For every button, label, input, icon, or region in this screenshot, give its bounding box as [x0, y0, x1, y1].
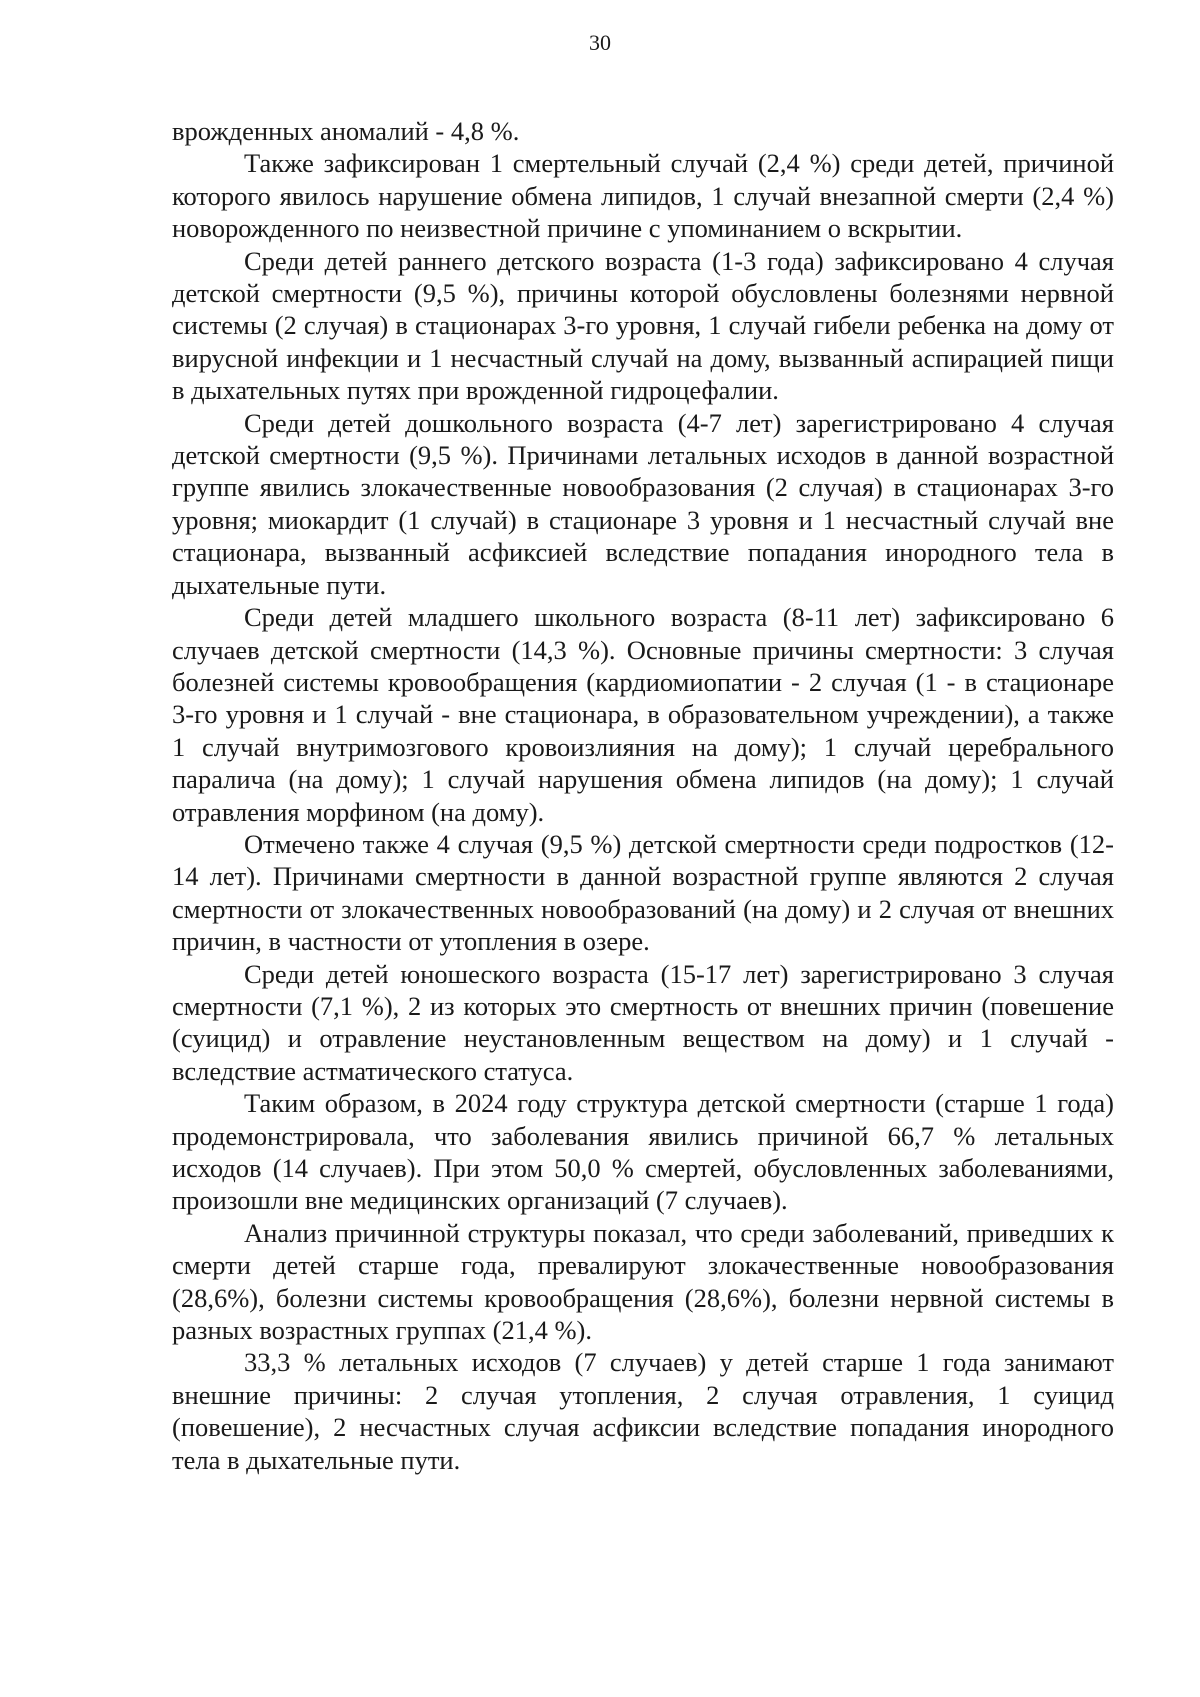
paragraph-youth: Среди детей юношеского возраста (15-17 лет) зарегистрировано 3 случая смертности (7,1 %), 2 из которых это смертность от внешних причин (повешение (суицид) и отравление неустановленным веществом на дому) и 1 случай - вследствие астматического статуса. — [172, 958, 1114, 1086]
paragraph-early-childhood: Среди детей раннего детского возраста (1-3 года) зафиксировано 4 случая детской смертности (9,5 %), причины которой обусловлены болезнями нервной системы (2 случая) в стационарах 3-го уровня, 1 случай гибели ребенка на дому от вирусной инфекции и 1 несчастный случай на дому, вызванный аспирацией пищи в дыхательных путях при врожденной гидроцефалии. — [172, 245, 1114, 406]
document-body — [172, 115, 1114, 1476]
paragraph-junior-school: Среди детей младшего школьного возраста (8-11 лет) зафиксировано 6 случаев детской смертности (14,3 %). Основные причины смертности: 3 случая болезней системы кровообращения (кардиомиопатии - 2 случая (1 - в стационаре 3-го уровня и 1 случай - вне стационара, в образовательном учреждении), а также 1 случай внутримозгового кровоизлияния на дому); 1 случай церебрального паралича (на дому); 1 случай нарушения обмена липидов (на дому); 1 случай отравления морфином (на дому). — [172, 602, 1114, 827]
paragraph-summary: Таким образом, в 2024 году структура детской смертности (старше 1 года) продемонстрировала, что заболевания явились причиной 66,7 % летальных исходов (14 случаев). При этом 50,0 % смертей, обусловленных заболеваниями, произошли вне медицинских организаций (7 случаев). — [172, 1088, 1114, 1216]
paragraph-cause-analysis: Анализ причинной структуры показал, что среди заболеваний, приведших к смерти детей старше года, превалируют злокачественные новообразования (28,6%), болезни системы кровообращения (28,6%), болезни нервной системы в разных возрастных группах (21,4 %). — [172, 1217, 1114, 1346]
paragraph-adolescents: Отмечено также 4 случая (9,5 %) детской смертности среди подростков (12-14 лет). Причинами смертности в данной возрастной группе являются 2 случая смертности от злокачественных новообразований (на дому) и 2 случая от внешних причин, в частности от утопления в озере. — [172, 828, 1114, 957]
page-number: 30 — [589, 30, 611, 55]
paragraph-continuation: врожденных аномалий - 4,8 %. — [172, 116, 520, 146]
paragraph-external-causes: 33,3 % летальных исходов (7 случаев) у детей старше 1 года занимают внешние причины: 2 случая утопления, 2 случая отравления, 1 суицид (повешение), 2 несчастных случая асфиксии вследствие попадания инородного тела в дыхательные пути. — [172, 1347, 1114, 1475]
paragraph-preschool: Среди детей дошкольного возраста (4-7 лет) зарегистрировано 4 случая детской смертности (9,5 %). Причинами летальных исходов в данной возрастной группе явились злокачественные новообразования (2 случая) в стационарах 3-го уровня; миокардит (1 случай) в стационаре 3 уровня и 1 несчастный случай вне стационара, вызванный асфиксией вследствие попадания инородного тела в дыхательные пути. — [172, 407, 1114, 600]
paragraph-neonatal-deaths: Также зафиксирован 1 смертельный случай (2,4 %) среди детей, причиной которого явилось нарушение обмена липидов, 1 случай внезапной смерти (2,4 %) новорожденного по неизвестной причине с упоминанием о вскрытии. — [172, 148, 1114, 244]
